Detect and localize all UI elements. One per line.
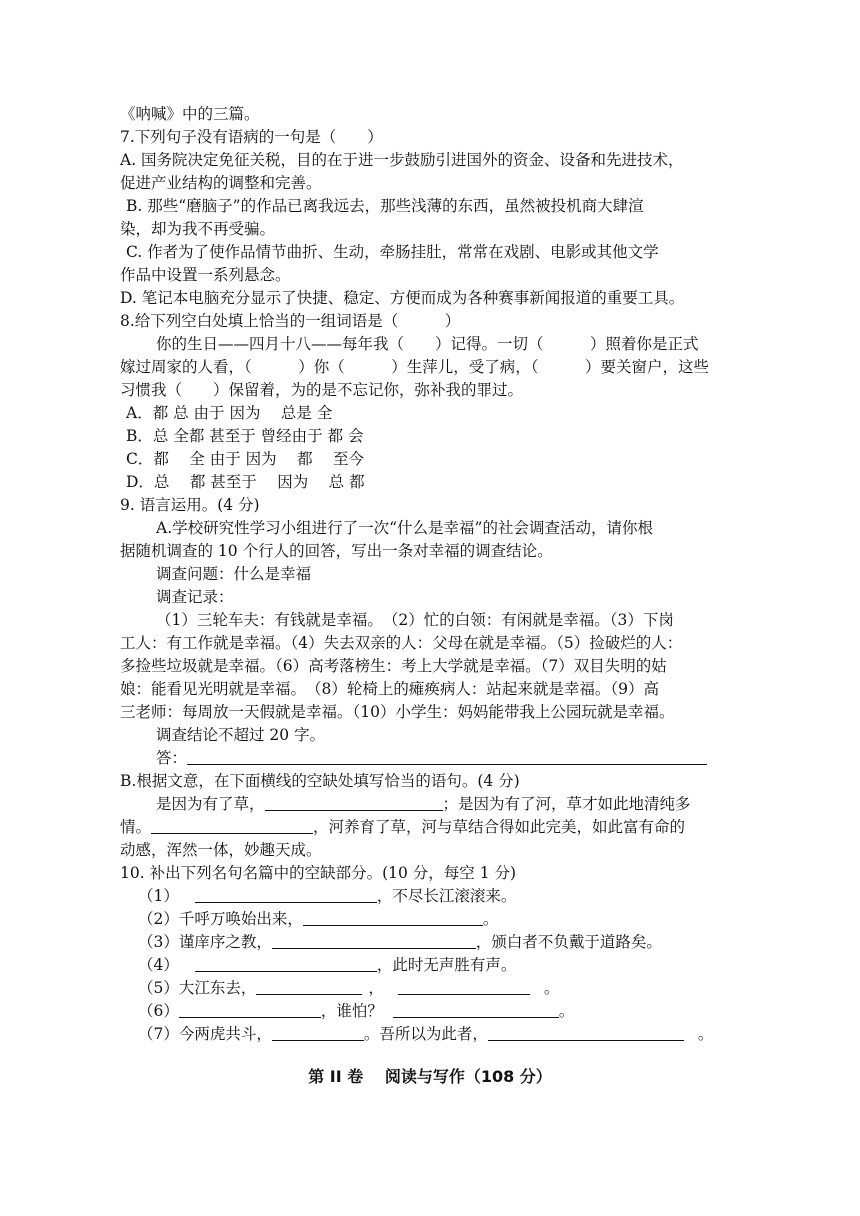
q10-item-5 xyxy=(138,977,758,999)
text: ， xyxy=(368,979,384,997)
q10-item-1 xyxy=(138,885,758,907)
q9-survey-record: 娘：能看见光明就是幸福。 （8）轮椅上的瘫痪病人：站起来就是幸福。（9）高 xyxy=(120,680,659,698)
q9-survey-record-label: 调查记录： xyxy=(156,588,234,606)
text: 。 xyxy=(697,1025,714,1043)
fill-blank[interactable] xyxy=(265,794,443,811)
text: （2）千呼万唤始出来， xyxy=(138,910,303,928)
q7-option-d: D. 笔记本电脑充分显示了快捷、稳定、方便而成为各种赛事新闻报道的重要工具。 xyxy=(120,289,685,307)
text: （5）大江东去， xyxy=(138,979,257,997)
q9a-prompt: A.学校研究性学习小组进行了一次“什么是幸福”的社会调查活动，请你根 xyxy=(156,519,653,537)
answer-label: 答： xyxy=(156,749,188,767)
q10-item-3 xyxy=(138,931,758,953)
q10-item-2 xyxy=(138,908,758,930)
fill-blank[interactable] xyxy=(398,978,530,995)
text: （7）今两虎共斗， xyxy=(138,1025,272,1043)
text: （6） xyxy=(138,1002,179,1020)
question-7: 7.下列句子没有语病的一句是（ ） xyxy=(120,128,383,146)
q10-item-7 xyxy=(138,1023,758,1045)
fill-blank[interactable] xyxy=(393,1001,559,1018)
q8-passage-line: 嫁过周家的人看，（ ）你（ ）生萍儿，受了病，（ ）要关窗户，这些 xyxy=(120,358,710,376)
text: ；是因为有了河，草才如此地清纯多 xyxy=(442,795,691,813)
text: ，不尽长江滚滚来。 xyxy=(376,887,517,905)
answer-blank[interactable] xyxy=(187,748,707,765)
q10-item-4 xyxy=(138,954,758,976)
fill-blank[interactable] xyxy=(488,1024,684,1041)
q9-survey-record: 多捡些垃圾就是幸福。（6）高考落榜生：考上大学就是幸福。（7）双目失明的姑 xyxy=(120,657,667,675)
text: （1） xyxy=(138,887,179,905)
q7-option-c-cont: 作品中设置一系列悬念。 xyxy=(120,266,291,284)
q9-answer-line xyxy=(156,747,776,769)
fill-blank[interactable] xyxy=(151,817,313,834)
question-10: 10. 补出下列名句名篇中的空缺部分。(10 分，每空 1 分) xyxy=(120,864,517,882)
fill-blank[interactable] xyxy=(179,1001,321,1018)
q9-survey-record: （1）三轮车夫：有钱就是幸福。 （2）忙的白领：有闲就是幸福。（3）下岗 xyxy=(156,611,674,629)
q8-passage-line: 你的生日——四月十八——每年我（ ）记得。一切（ ）照着你是正式 xyxy=(156,335,699,353)
q9-survey-record: 工人：有工作就是幸福。（4）失去双亲的人：父母在就是幸福。（5）捡破烂的人： xyxy=(120,634,683,652)
text: 。 xyxy=(482,910,499,928)
fill-blank[interactable] xyxy=(195,886,377,903)
text: ，河养育了草，河与草结合得如此完美，如此富有命的 xyxy=(313,818,686,836)
q9b-line: 动感，浑然一体，妙趣天成。 xyxy=(120,841,322,859)
q10-item-6 xyxy=(138,1000,758,1022)
section-title: 第 II 卷 阅读与写作（108 分） xyxy=(308,1067,552,1086)
q9b-line xyxy=(156,793,776,815)
q9a-prompt-cont: 据随机调查的 10 个行人的回答，写出一条对幸福的调查结论。 xyxy=(120,542,553,560)
question-8: 8.给下列空白处填上恰当的一组词语是（ ） xyxy=(120,312,461,330)
text: ，此时无声胜有声。 xyxy=(376,956,517,974)
fill-blank[interactable] xyxy=(195,955,377,972)
q7-option-c: C. 作者为了使作品情节曲折、生动，牵肠挂肚，常常在戏剧、电影或其他文学 xyxy=(126,243,659,261)
q7-option-b-cont: 染，却为我不再受骗。 xyxy=(120,220,276,238)
q7-option-a-cont: 促进产业结构的调整和完善。 xyxy=(120,174,322,192)
text: ，颁白者不负戴于道路矣。 xyxy=(475,933,662,951)
text: ，谁怕？ xyxy=(320,1002,383,1020)
text: 。吾所以为此者， xyxy=(363,1025,488,1043)
text: 情。 xyxy=(120,818,152,836)
q8-option-c: C．都 全 由于 因为 都 至今 xyxy=(126,450,364,468)
q9b-prompt: B.根据文意，在下面横线的空缺处填写恰当的语句。(4 分) xyxy=(120,772,520,790)
fill-blank[interactable] xyxy=(256,978,362,995)
q8-option-a: A．都 总 由于 因为 总是 全 xyxy=(126,404,333,422)
q9b-line xyxy=(120,816,740,838)
q7-option-a: A. 国务院决定免征关税，目的在于进一步鼓励引进国外的资金、设备和先进技术， xyxy=(120,151,684,169)
text: 是因为有了草， xyxy=(156,795,265,813)
q9-survey-question: 调查问题：什么是幸福 xyxy=(156,565,312,583)
text: （4） xyxy=(138,956,179,974)
fill-blank[interactable] xyxy=(303,909,483,926)
question-9: 9. 语言运用。(4 分) xyxy=(120,496,260,514)
q8-option-b: B．总 全都 甚至于 曾经由于 都 会 xyxy=(126,427,364,445)
fill-blank[interactable] xyxy=(272,932,476,949)
q7-option-b: B. 那些“磨脑子”的作品已离我远去，那些浅薄的东西，虽然被投机商大肆渲 xyxy=(126,197,644,215)
text-line: 《呐喊》中的三篇。 xyxy=(120,105,260,123)
q9-word-limit: 调查结论不超过 20 字。 xyxy=(156,726,326,744)
q9-survey-record: 三老师：每周放一天假就是幸福。（10）小学生：妈妈能带我上公园玩就是幸福。 xyxy=(120,703,675,721)
text: 。 xyxy=(558,1002,575,1020)
text: 。 xyxy=(543,979,560,997)
text: （3）谨庠序之教， xyxy=(138,933,272,951)
q8-passage-line: 习惯我（ ）保留着，为的是不忘记你，弥补我的罪过。 xyxy=(120,381,524,399)
q8-option-d: D．总 都 甚至于 因为 总 都 xyxy=(126,473,365,491)
fill-blank[interactable] xyxy=(272,1024,364,1041)
